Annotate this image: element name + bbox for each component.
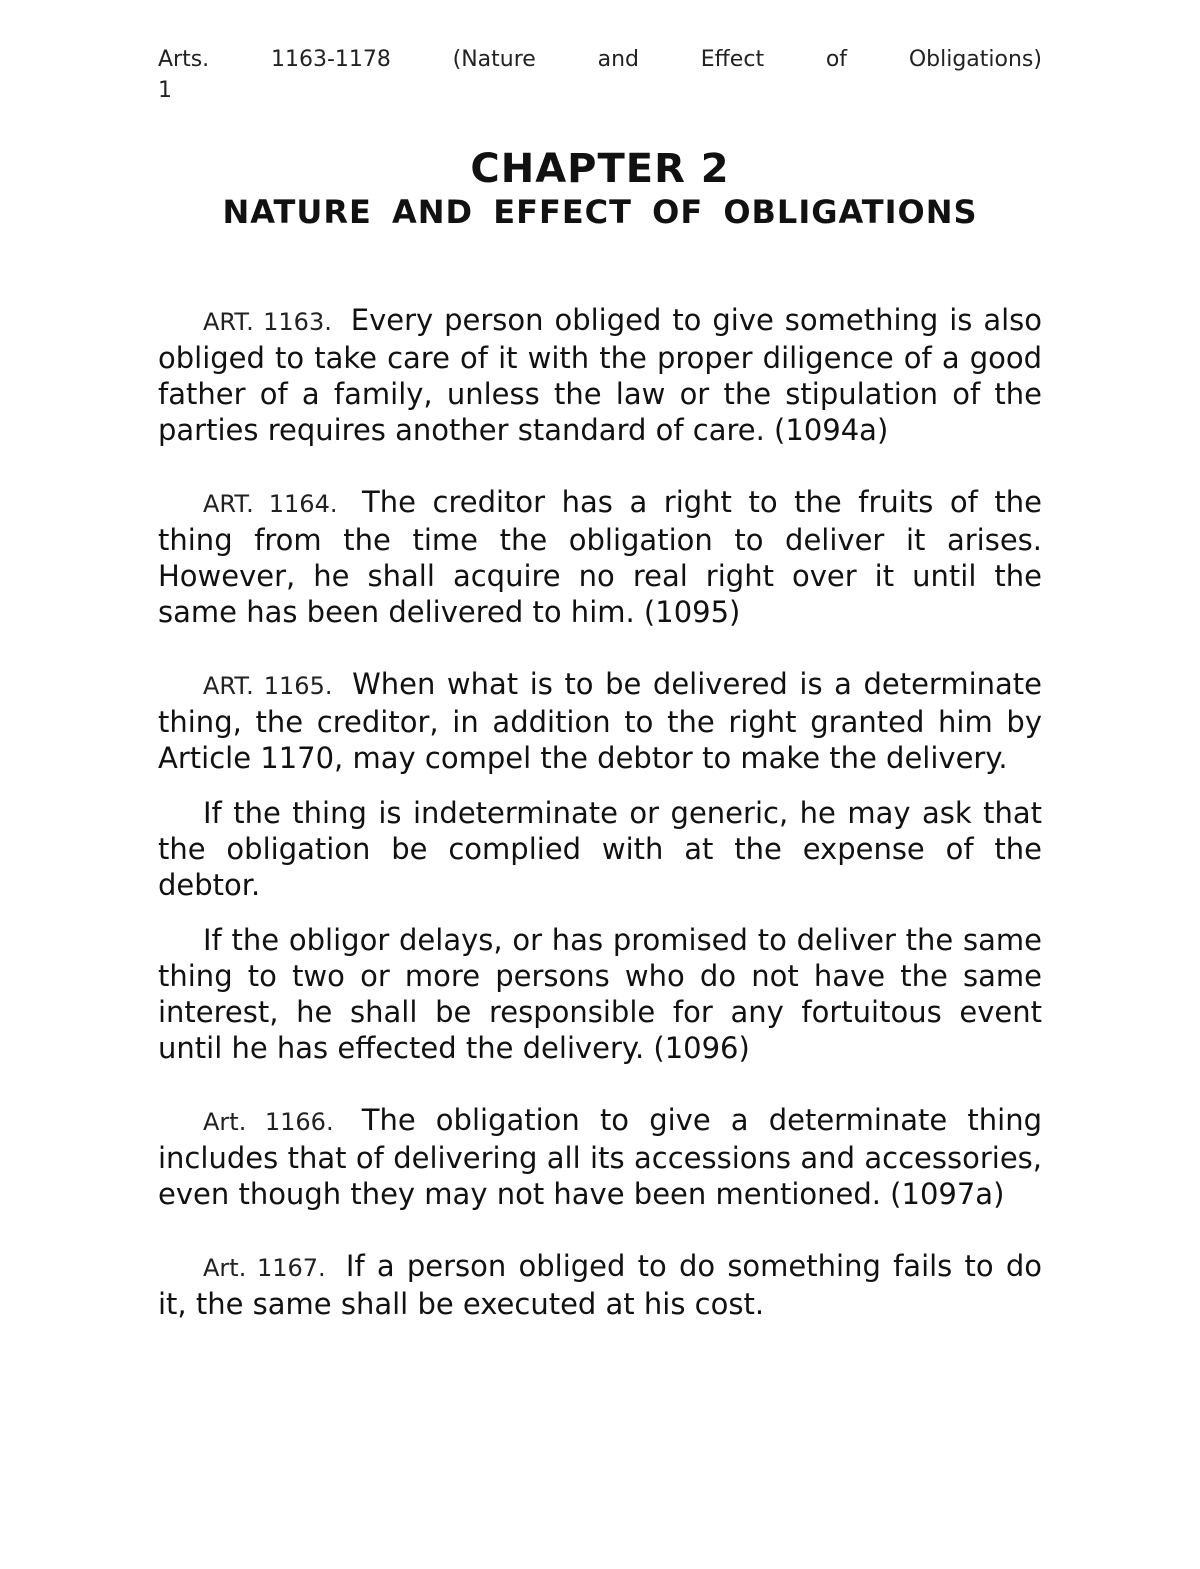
article-1166 bbox=[158, 1102, 1042, 1212]
article-text: When what is to be delivered is a determinate thing, the creditor, in addition to the right granted him by Article 1170, may compel the debtor to make the delivery. bbox=[158, 667, 1043, 775]
article-1165 bbox=[158, 666, 1042, 776]
header-word: Arts. bbox=[158, 47, 210, 72]
article-text: If a person obliged to do something fails to do it, the same shall be executed at his cost. bbox=[158, 1249, 1042, 1321]
article-number: Art. 1166. bbox=[203, 1108, 334, 1136]
article-text: The creditor has a right to the fruits of the thing from the time the obligation to deliver it arises. However, he shall acquire no real right over it until the same has been delivered to him. (1095) bbox=[158, 485, 1043, 629]
article-text: If the obligor delays, or has promised to deliver the same thing to two or more persons who do not have the same interest, he shall be responsible for any fortuitous event until he has effected the delivery. (1096) bbox=[158, 923, 1042, 1065]
article-number: ART. 1164. bbox=[203, 490, 338, 518]
running-header bbox=[158, 44, 1042, 106]
header-line bbox=[158, 44, 1042, 75]
document-page bbox=[158, 44, 1042, 1322]
chapter-subtitle: NATURE AND EFFECT OF OBLIGATIONS bbox=[222, 193, 978, 231]
article-1167 bbox=[158, 1248, 1042, 1322]
article-1165-paragraph-3 bbox=[158, 922, 1042, 1066]
article-1165-paragraph-2 bbox=[158, 795, 1042, 903]
article-1163 bbox=[158, 302, 1042, 448]
header-word: (Nature bbox=[452, 47, 536, 72]
header-word: 1163-1178 bbox=[270, 47, 391, 72]
chapter-title: CHAPTER 2 bbox=[470, 146, 730, 192]
article-text: Every person obliged to give something is also obliged to take care of it with the proper diligence of a good father of a family, unless the law or the stipulation of the parties requires another standard of care. (1094a) bbox=[158, 303, 1043, 447]
articles bbox=[158, 302, 1042, 1322]
header-word: Effect bbox=[700, 47, 765, 72]
header-word: Obligations) bbox=[908, 47, 1042, 72]
article-number: Art. 1167. bbox=[203, 1254, 326, 1282]
header-word: of bbox=[825, 47, 848, 72]
page-number: 1 bbox=[158, 78, 172, 103]
article-text: If the thing is indeterminate or generic, he may ask that the obligation be complied with at the expense of the debtor. bbox=[158, 796, 1042, 902]
article-text: The obligation to give a determinate thing includes that of delivering all its accessions and accessories, even though they may not have been mentioned. (1097a) bbox=[158, 1103, 1042, 1211]
article-number: ART. 1165. bbox=[203, 672, 333, 700]
article-number: ART. 1163. bbox=[203, 308, 332, 336]
header-word: and bbox=[597, 47, 639, 72]
article-1164 bbox=[158, 484, 1042, 630]
